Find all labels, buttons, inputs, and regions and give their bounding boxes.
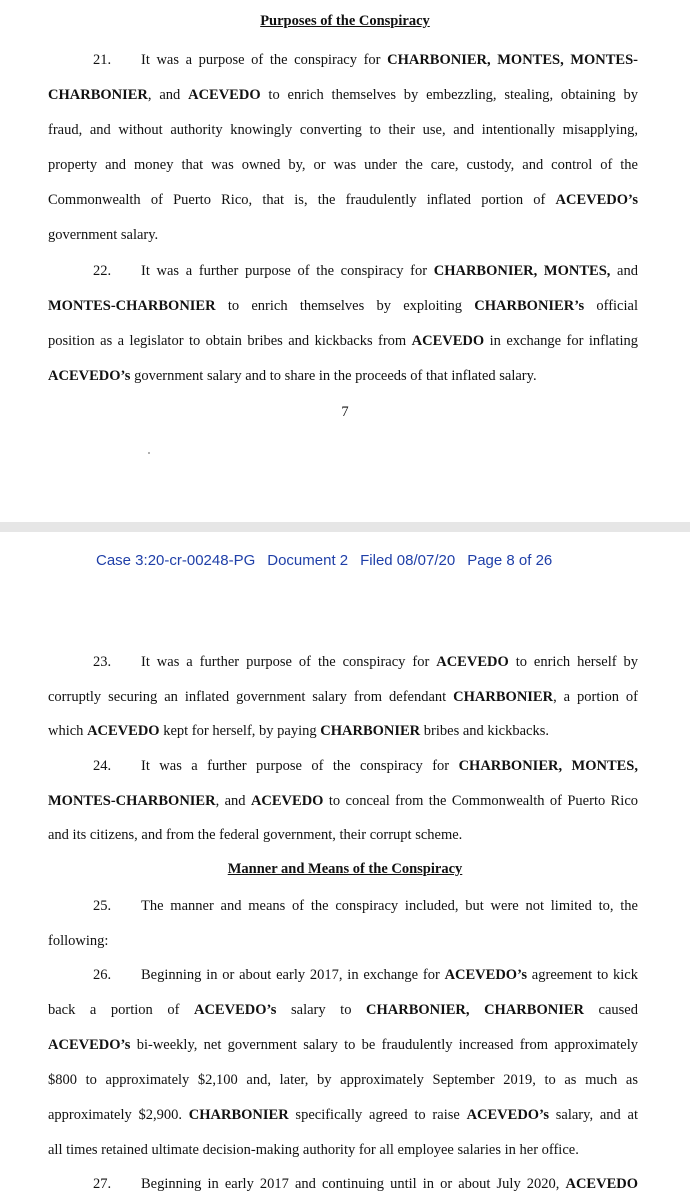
paragraph-26-line-4: $800 to approximately $2,100 and, later, by approximately September 2019, to as much as (48, 1072, 638, 1088)
paragraph-23-line-3: which ACEVEDO kept for herself, by paying CHARBONIER bribes and kickbacks. (48, 723, 550, 739)
paragraph-21-line-4: property and money that was owned by, or was under the care, custody, and control of the (48, 157, 638, 173)
paragraph-22-line-4: ACEVEDO’s government salary and to share in the proceeds of that inflated salary. (48, 368, 537, 384)
document-number: Document 2 (267, 552, 349, 569)
page-number: 7 (341, 404, 349, 420)
document-page-7 (0, 0, 690, 522)
page-separator (0, 522, 690, 532)
page-count: Page 8 of 26 (467, 552, 553, 569)
paragraph-21-line-1: 21. It was a purpose of the conspiracy for CHARBONIER, MONTES, MONTES- (93, 52, 638, 68)
paragraph-24-line-3: and its citizens, and from the federal government, their corrupt scheme. (48, 827, 463, 843)
paragraph-26-line-5: approximately $2,900. CHARBONIER specifically agreed to raise ACEVEDO’s salary, and at (48, 1107, 638, 1123)
paragraph-21-line-3: fraud, and without authority knowingly converting to their use, and intentionally misapplying, (48, 122, 638, 138)
paragraph-21-line-2: CHARBONIER, and ACEVEDO to enrich themselves by embezzling, stealing, obtaining by (48, 87, 638, 103)
paragraph-23-line-1: 23. It was a further purpose of the conspiracy for ACEVEDO to enrich herself by (93, 654, 638, 670)
scan-speck (148, 452, 150, 454)
case-number: Case 3:20-cr-00248-PG (96, 552, 256, 569)
paragraph-22-line-3: position as a legislator to obtain bribes and kickbacks from ACEVEDO in exchange for inflating (48, 333, 638, 349)
section-heading-manner-means: Manner and Means of the Conspiracy (227, 861, 463, 877)
paragraph-26-line-1: 26. Beginning in or about early 2017, in exchange for ACEVEDO’s agreement to kick (93, 967, 638, 983)
paragraph-24-line-1: 24. It was a further purpose of the conspiracy for CHARBONIER, MONTES, (93, 758, 638, 774)
paragraph-23-line-2: corruptly securing an inflated government salary from defendant CHARBONIER, a portion of (48, 689, 638, 705)
paragraph-22-line-1: 22. It was a further purpose of the conspiracy for CHARBONIER, MONTES, and (93, 263, 638, 279)
paragraph-26-line-2: back a portion of ACEVEDO’s salary to CHARBONIER, CHARBONIER caused (48, 1002, 638, 1018)
paragraph-26-line-6: all times retained ultimate decision-making authority for all employee salaries in her office. (48, 1142, 579, 1158)
document-page-8 (0, 532, 690, 1200)
paragraph-27-line-1: 27. Beginning in early 2017 and continuing until in or about July 2020, ACEVEDO (93, 1176, 638, 1192)
paragraph-26-line-3: ACEVEDO’s bi-weekly, net government salary to be fraudulently increased from approximately (48, 1037, 638, 1053)
filed-date: Filed 08/07/20 (360, 552, 456, 569)
paragraph-21-line-6: government salary. (48, 227, 159, 243)
paragraph-24-line-2: MONTES-CHARBONIER, and ACEVEDO to conceal from the Commonwealth of Puerto Rico (48, 793, 639, 809)
case-header-banner (96, 552, 564, 569)
paragraph-22-line-2: MONTES-CHARBONIER to enrich themselves by exploiting CHARBONIER’s official (48, 298, 638, 314)
paragraph-25-line-1: 25. The manner and means of the conspiracy included, but were not limited to, the (93, 898, 638, 914)
section-heading-purposes: Purposes of the Conspiracy (260, 13, 430, 29)
paragraph-25-line-2: following: (48, 933, 109, 949)
paragraph-21-line-5: Commonwealth of Puerto Rico, that is, the fraudulently inflated portion of ACEVEDO’s (48, 192, 638, 208)
